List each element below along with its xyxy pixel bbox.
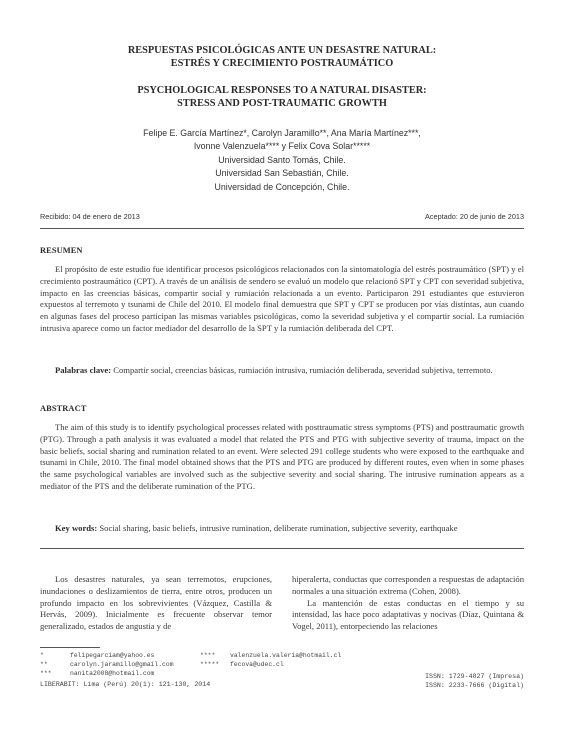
- issn-digital: ISSN: 2233-7666 (Digital): [425, 682, 524, 689]
- affiliation-1: Universidad Santo Tomás, Chile.: [218, 155, 346, 165]
- title-english-line2: STRESS AND POST-TRAUMATIC GROWTH: [177, 98, 387, 109]
- footnote-mark: *****: [200, 661, 220, 668]
- title-english: [60, 84, 504, 110]
- footnote-5: [200, 660, 284, 669]
- abstract-heading: ABSTRACT: [40, 404, 87, 413]
- footnote-2: [40, 660, 174, 669]
- divider-bottom: [40, 548, 524, 549]
- accepted-date: Aceptado: 20 de junio de 2013: [425, 212, 524, 221]
- footnote-email: fecova@udec.cl: [230, 661, 284, 668]
- resumen-text: El propósito de este estudio fue identificar procesos psicológicos relacionados con la sintomatología del estrés postraumático (SPT) y el crecimiento postraumático (CPT). A través de un análisis de sendero se evaluó un modelo que relacionó SPT y CPT con severidad subjetiva, impacto en las creencias básicas, compartir social y rumiación relacionada a un evento. Participaron 291 estudiantes que estuvieron expuestos al terremoto y tsunami de Chile del 2010. El modelo final demuestra que SPT y CPT se producen por vías distintas, aun cuando en algunas fases del proceso participan las mismas variables psicológicas, como la severidad subjetiva y el compartir social. La rumiación intrusiva aparece como un factor mediador del desarrollo de la SPT y la rumiación deliberada del CPT.: [40, 264, 524, 333]
- title-spanish-line1: RESPUESTAS PSICOLÓGICAS ANTE UN DESASTRE NATURAL:: [127, 45, 437, 56]
- abstract-text: The aim of this study is to identify psychological processes related with posttraumatic stress symptoms (PTS) and posttraumatic growth (PTG). Through a path analysis it was evaluated a model that related the PTS and PTG with subjective severity of trauma, impact on the basic beliefs, social sharing and rumination related to an event. Were selected 291 college students who were exposed to the earthquake and tsunami in Chile, 2010. The final model obtained shows that the PTS and PTG are produced by different routes, even when in some phases the same psychological variables are involved such as the subjective severity and social sharing. The intrusive rumination appears as a mediator of the PTS and the deliberate rumination of the PTG.: [40, 422, 524, 491]
- footnote-separator: [40, 647, 100, 648]
- issn-print: ISSN: 1729-4827 (Impresa): [425, 673, 524, 680]
- author-line-1: Felipe E. García Martínez*, Carolyn Jaramillo**, Ana María Martínez***,: [143, 128, 421, 138]
- body-right-paragraph-1: hiperalerta, conductas que corresponden a respuestas de adaptación normales a una situación extrema (Cohen, 2008).: [292, 574, 524, 596]
- footnote-email: nanita2008@hotmail.com: [70, 670, 155, 677]
- footnote-email: carolyn.jaramillo@gmail.com: [70, 661, 174, 668]
- footnote-mark: **: [40, 661, 48, 668]
- body-right-paragraph-2: La mantención de estas conductas en el tiempo y su intensidad, las hace poco adaptativas y nocivas (Díaz, Quintana & Vogel, 2011), entorpeciendo las relaciones: [292, 597, 524, 632]
- resumen-heading: RESUMEN: [40, 246, 83, 255]
- affiliations: [0, 154, 564, 194]
- received-date: Recibido: 04 de enero de 2013: [40, 212, 140, 221]
- resumen-keywords: [40, 365, 524, 377]
- abstract-keywords-text: Social sharing, basic beliefs, intrusive rumination, deliberate rumination, subjective severity, earthquake: [99, 523, 458, 533]
- title-english-line1: PSYCHOLOGICAL RESPONSES TO A NATURAL DISASTER:: [137, 85, 427, 96]
- affiliation-2: Universidad San Sebastián, Chile.: [215, 168, 349, 179]
- resumen-keywords-text: Compartir social, creencias básicas, rumiación intrusiva, rumiación deliberada, severidad subjetiva, terremoto.: [113, 365, 493, 375]
- affiliation-3: Universidad de Concepción, Chile.: [214, 181, 350, 192]
- author-list: [40, 127, 524, 153]
- footnote-mark: *: [40, 652, 44, 659]
- title-spanish: [60, 44, 504, 70]
- article-dates: [40, 212, 524, 221]
- footnote-mark: ***: [40, 670, 52, 677]
- body-column-left: Los desastres naturales, ya sean terremotos, erupciones, inundaciones o deslizamientos de tierra, entre otros, producen un profundo impacto en los sobrevivientes (Vázquez, Castilla & Hervás, 2009). Inicialmente es frecuente observar temor generalizado, estados de angustia y de: [40, 574, 272, 632]
- issn-block: [425, 672, 524, 690]
- resumen-keywords-label: Palabras clave:: [55, 365, 112, 375]
- footnote-3: [40, 669, 154, 678]
- author-line-2: Ivonne Valenzuela**** y Felix Cova Solar*****: [193, 141, 371, 151]
- footnote-4: [200, 651, 341, 660]
- abstract-keywords: [40, 523, 524, 535]
- journal-reference: LIBERABIT: Lima (Perú) 20(1): 121-130, 2014: [40, 681, 211, 688]
- abstract-keywords-label: Key words:: [55, 523, 98, 533]
- divider-top: [40, 228, 524, 229]
- footnote-1: [40, 651, 154, 660]
- footnote-email: valenzuela.valeria@hotmail.cl: [230, 652, 342, 659]
- title-spanish-line2: ESTRÉS Y CRECIMIENTO POSTRAUMÁTICO: [170, 58, 394, 69]
- footnote-email: felipegarciam@yahoo.es: [70, 652, 155, 659]
- body-column-right: [292, 574, 524, 633]
- footnote-mark: ****: [200, 652, 216, 659]
